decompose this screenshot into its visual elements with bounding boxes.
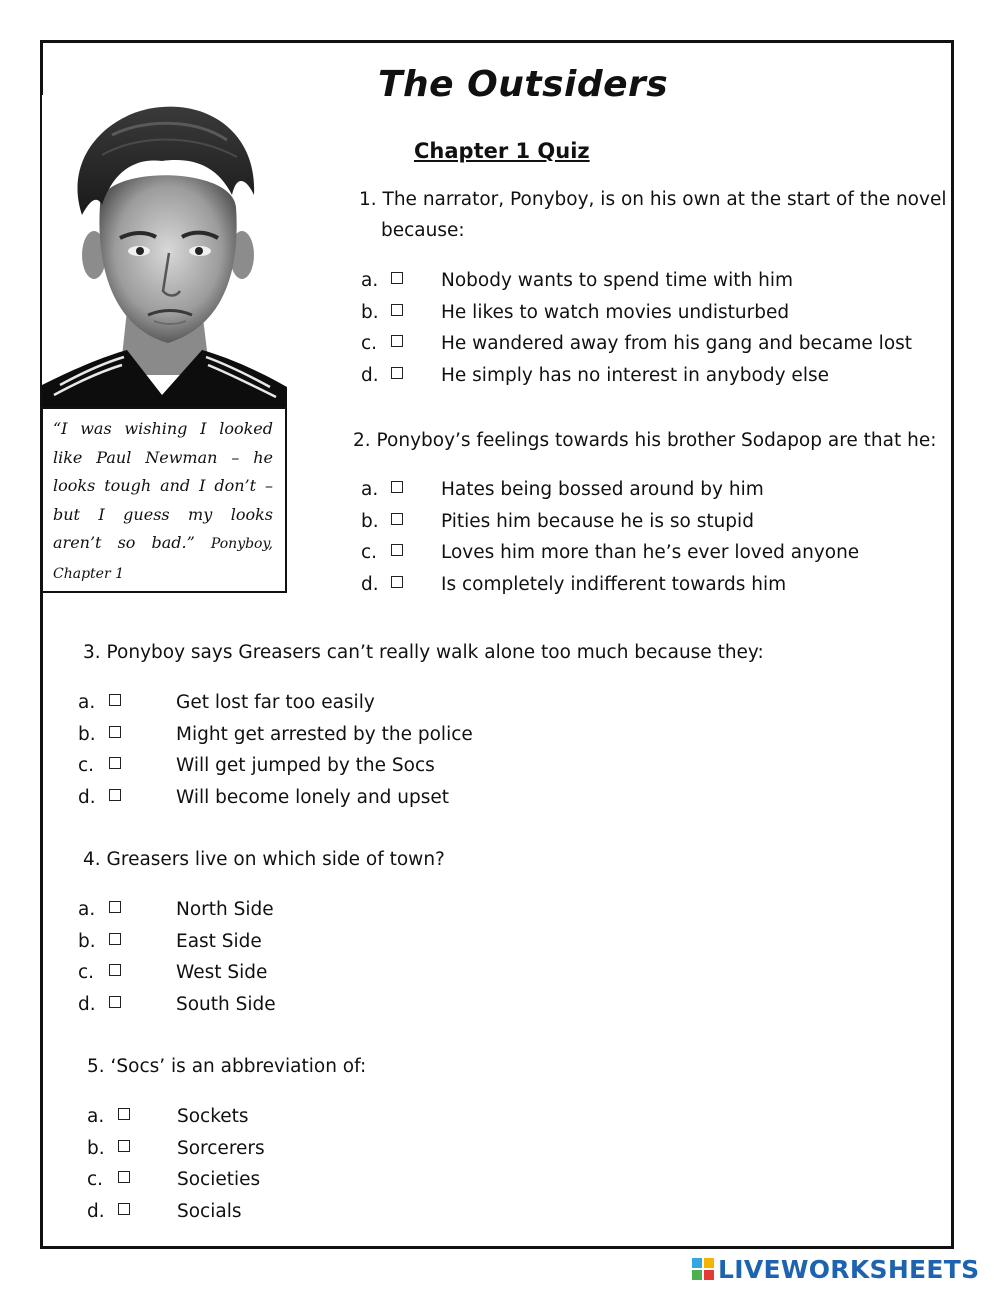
option-letter: c. <box>78 755 95 776</box>
option-text: Societies <box>177 1169 261 1190</box>
question-4-option-b <box>78 926 678 958</box>
question-2-option-c <box>361 537 946 569</box>
quote-box <box>41 407 287 593</box>
page-title: The Outsiders <box>378 64 669 105</box>
question-3-option-c <box>78 750 678 782</box>
liveworksheets-logo[interactable] <box>692 1254 979 1284</box>
option-letter: d. <box>87 1200 105 1222</box>
question-3-option-b <box>78 719 678 751</box>
question-1-option-d <box>361 360 946 392</box>
option-text: Loves him more than he’s ever loved anyone <box>441 542 860 563</box>
option-text: Pities him because he is so stupid <box>441 510 754 532</box>
question-4-option-c <box>78 957 678 989</box>
checkbox-icon[interactable] <box>391 272 403 284</box>
option-text: Socials <box>177 1200 242 1222</box>
option-text: Get lost far too easily <box>176 692 375 713</box>
checkbox-icon[interactable] <box>391 544 403 556</box>
question-1-options <box>361 265 946 391</box>
option-text: Sorcerers <box>177 1137 265 1159</box>
liveworksheets-icon <box>692 1258 714 1280</box>
checkbox-icon[interactable] <box>391 335 403 347</box>
question-3-options <box>78 687 678 813</box>
option-letter: d. <box>78 993 96 1015</box>
checkbox-icon[interactable] <box>118 1203 130 1215</box>
question-5-option-a <box>87 1101 687 1133</box>
option-letter: c. <box>361 542 378 563</box>
question-2-options <box>361 474 946 600</box>
checkbox-icon[interactable] <box>109 789 121 801</box>
option-letter: a. <box>78 899 96 920</box>
checkbox-icon[interactable] <box>118 1140 130 1152</box>
option-letter: b. <box>78 930 96 952</box>
question-5-option-d <box>87 1196 687 1228</box>
checkbox-icon[interactable] <box>109 726 121 738</box>
question-3-option-a <box>78 687 678 719</box>
question-1-option-a <box>361 265 946 297</box>
checkbox-icon[interactable] <box>391 367 403 379</box>
option-letter: b. <box>361 301 379 323</box>
question-5-prompt: 5. ‘Socs’ is an abbreviation of: <box>87 1056 367 1077</box>
option-text: North Side <box>176 899 274 920</box>
option-letter: c. <box>78 962 95 983</box>
question-5-option-c <box>87 1164 687 1196</box>
checkbox-icon[interactable] <box>391 576 403 588</box>
question-4-options <box>78 894 678 1020</box>
portrait-photo-icon <box>42 95 287 410</box>
option-text: Hates being bossed around by him <box>441 479 764 500</box>
question-2-option-d <box>361 569 946 601</box>
question-3-prompt: 3. Ponyboy says Greasers can’t really walk alone too much because they: <box>83 642 764 663</box>
quote-attribution: Ponyboy, Chapter 1 <box>53 536 273 582</box>
checkbox-icon[interactable] <box>391 304 403 316</box>
option-letter: d. <box>361 364 379 386</box>
quote-body: “I was wishing I looked like Paul Newman – he looks tough and I don’t – but I guess my looks aren’t so bad.” <box>53 419 273 552</box>
option-text: Might get arrested by the police <box>176 723 473 745</box>
question-2-prompt: 2. Ponyboy’s feelings towards his brother Sodapop are that he: <box>353 430 937 451</box>
checkbox-icon[interactable] <box>391 513 403 525</box>
checkbox-icon[interactable] <box>109 996 121 1008</box>
question-1-prompt: 1. The narrator, Ponyboy, is on his own at the start of the novel because: <box>359 189 947 241</box>
option-letter: c. <box>87 1169 104 1190</box>
option-letter: a. <box>87 1106 105 1127</box>
quiz-subtitle: Chapter 1 Quiz <box>414 139 590 163</box>
option-text: South Side <box>176 993 276 1015</box>
option-text: East Side <box>176 930 262 952</box>
question-5-option-b <box>87 1133 687 1165</box>
option-letter: d. <box>78 786 96 808</box>
portrait-photo <box>42 95 287 410</box>
checkbox-icon[interactable] <box>109 964 121 976</box>
option-text: He wandered away from his gang and became lost <box>441 333 913 354</box>
question-1-option-b <box>361 297 946 329</box>
brand-name: LIVEWORKSHEETS <box>718 1254 980 1284</box>
checkbox-icon[interactable] <box>109 757 121 769</box>
option-text: He simply has no interest in anybody else <box>441 364 829 386</box>
checkbox-icon[interactable] <box>109 933 121 945</box>
option-text: Is completely indifferent towards him <box>441 573 787 595</box>
checkbox-icon[interactable] <box>109 694 121 706</box>
option-letter: a. <box>78 692 96 713</box>
checkbox-icon[interactable] <box>391 481 403 493</box>
question-2-option-a <box>361 474 946 506</box>
question-5-options <box>87 1101 687 1227</box>
checkbox-icon[interactable] <box>118 1108 130 1120</box>
option-text: Sockets <box>177 1106 249 1127</box>
option-text: West Side <box>176 962 268 983</box>
option-letter: b. <box>87 1137 105 1159</box>
option-text: Will become lonely and upset <box>176 786 450 808</box>
option-letter: b. <box>78 723 96 745</box>
option-letter: c. <box>361 333 378 354</box>
question-4-prompt: 4. Greasers live on which side of town? <box>83 849 445 870</box>
option-letter: d. <box>361 573 379 595</box>
question-4-option-d <box>78 989 678 1021</box>
quote-text <box>53 415 273 588</box>
question-3-option-d <box>78 782 678 814</box>
question-1-option-c <box>361 328 946 360</box>
checkbox-icon[interactable] <box>109 901 121 913</box>
option-text: He likes to watch movies undisturbed <box>441 301 790 323</box>
option-text: Nobody wants to spend time with him <box>441 270 794 291</box>
checkbox-icon[interactable] <box>118 1171 130 1183</box>
option-letter: b. <box>361 510 379 532</box>
option-text: Will get jumped by the Socs <box>176 755 435 776</box>
option-letter: a. <box>361 270 379 291</box>
question-4-option-a <box>78 894 678 926</box>
option-letter: a. <box>361 479 379 500</box>
question-2-option-b <box>361 506 946 538</box>
